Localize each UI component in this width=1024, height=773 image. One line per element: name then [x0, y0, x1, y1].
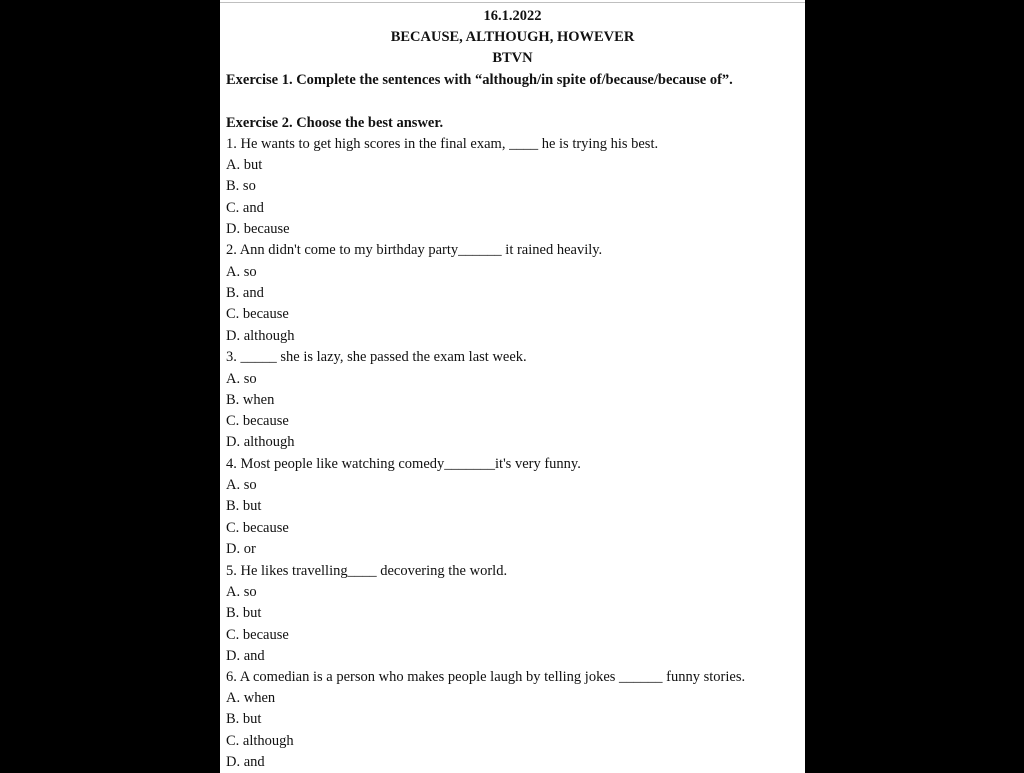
- question-4-option-b: B. but: [226, 498, 262, 514]
- question-2-option-a: A. so: [226, 264, 257, 280]
- question-4-option-c: C. because: [226, 520, 289, 536]
- question-1-option-d: D. because: [226, 221, 290, 237]
- document-page: [220, 0, 805, 773]
- page-top-border: [220, 2, 805, 3]
- question-1-text: 1. He wants to get high scores in the final exam, ____ he is trying his best.: [226, 136, 659, 152]
- question-1-option-c: C. and: [226, 200, 264, 216]
- question-4-option-a: A. so: [226, 477, 257, 493]
- question-3-option-b: B. when: [226, 392, 275, 408]
- document-title: BECAUSE, ALTHOUGH, HOWEVER: [390, 29, 635, 45]
- question-6-option-b: B. but: [226, 711, 262, 727]
- question-5-option-c: C. because: [226, 627, 289, 643]
- question-3-option-a: A. so: [226, 371, 257, 387]
- question-6-option-d: D. and: [226, 754, 265, 770]
- question-3-text: 3. _____ she is lazy, she passed the exam last week.: [226, 349, 527, 365]
- question-2-text: 2. Ann didn't come to my birthday party______ it rained heavily.: [226, 242, 603, 258]
- exercise-2-heading: Exercise 2. Choose the best answer.: [226, 115, 444, 131]
- question-5-option-b: B. but: [226, 605, 262, 621]
- question-5-text: 5. He likes travelling____ decovering the world.: [226, 563, 508, 579]
- document-date: 16.1.2022: [483, 8, 542, 24]
- question-3-option-c: C. because: [226, 413, 289, 429]
- exercise-1-heading: Exercise 1. Complete the sentences with “although/in spite of/because/because of”.: [226, 72, 733, 88]
- question-1-option-a: A. but: [226, 157, 263, 173]
- question-5-option-a: A. so: [226, 584, 257, 600]
- question-4-text: 4. Most people like watching comedy_______it's very funny.: [226, 456, 581, 472]
- question-2-option-d: D. although: [226, 328, 295, 344]
- question-1-option-b: B. so: [226, 178, 256, 194]
- question-6-option-a: A. when: [226, 690, 276, 706]
- question-4-option-d: D. or: [226, 541, 256, 557]
- question-2-option-b: B. and: [226, 285, 264, 301]
- question-6-option-c: C. although: [226, 733, 294, 749]
- question-5-option-d: D. and: [226, 648, 265, 664]
- document-subtitle: BTVN: [492, 50, 533, 66]
- question-6-text: 6. A comedian is a person who makes people laugh by telling jokes ______ funny stories.: [226, 669, 746, 685]
- question-3-option-d: D. although: [226, 434, 295, 450]
- question-2-option-c: C. because: [226, 306, 289, 322]
